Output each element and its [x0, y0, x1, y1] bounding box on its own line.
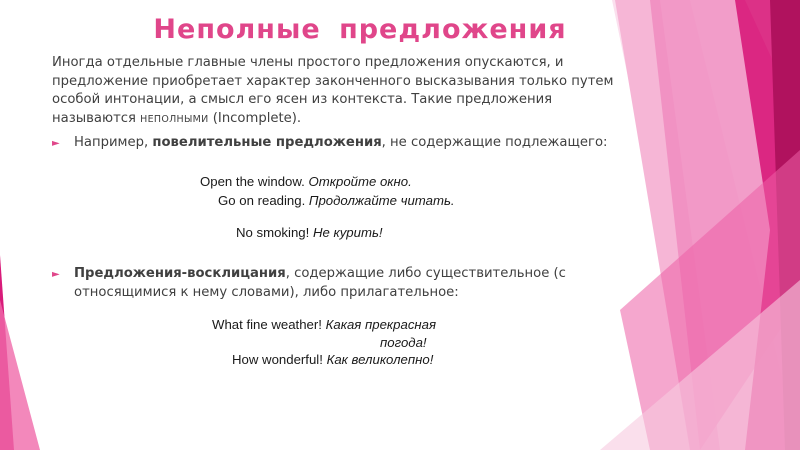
bullet-arrow-icon: ►	[52, 138, 60, 149]
intro-text: Иногда отдельные главные члены простого предложения опускаются, и предложение приобретает характер законченного высказывания только путем особой интонации, а смысл его ясен из контекста. Такие предложения называются	[52, 55, 614, 126]
example-ru: погода!	[380, 335, 427, 350]
example-ru: Как великолепно!	[326, 352, 434, 367]
example-ru: Откройте окно.	[308, 174, 412, 189]
bullet-text-after: , не содержащие подлежащего:	[381, 135, 608, 150]
bullet-exclamatory	[52, 265, 612, 302]
bullet-bold-term: Предложения-восклицания	[74, 266, 286, 281]
bullet-text-after: , содержащие либо существительное (с относящимися к нему словами), либо прилагательное:	[74, 266, 566, 300]
example-ru: Продолжайте читать.	[308, 193, 455, 208]
example-line	[218, 193, 455, 208]
intro-text-end: (Incomplete).	[208, 110, 302, 126]
example-ru: Какая прекрасная	[325, 317, 437, 332]
bullet-text-before: Например,	[74, 135, 153, 150]
example-en: No smoking!	[236, 225, 310, 240]
example-en: How wonderful!	[232, 352, 323, 367]
facet-left-corner-light	[0, 300, 40, 450]
example-line	[380, 335, 427, 350]
bullet-imperative	[52, 134, 612, 153]
intro-paragraph	[52, 54, 617, 129]
bullet-arrow-icon: ►	[52, 269, 60, 280]
example-line	[212, 317, 436, 332]
example-en: Go on reading.	[218, 193, 306, 208]
example-en: Open the window.	[200, 174, 305, 189]
example-line	[200, 174, 412, 189]
bullet-bold-term: повелительные предложения	[152, 135, 382, 150]
slide-title: Неполные предложения	[153, 14, 567, 45]
example-line	[232, 352, 433, 367]
intro-smallcaps-term: НЕПОЛНЫМИ	[140, 113, 209, 125]
example-en: What fine weather!	[212, 317, 322, 332]
example-ru: Не курить!	[312, 225, 383, 240]
example-line	[236, 225, 383, 240]
